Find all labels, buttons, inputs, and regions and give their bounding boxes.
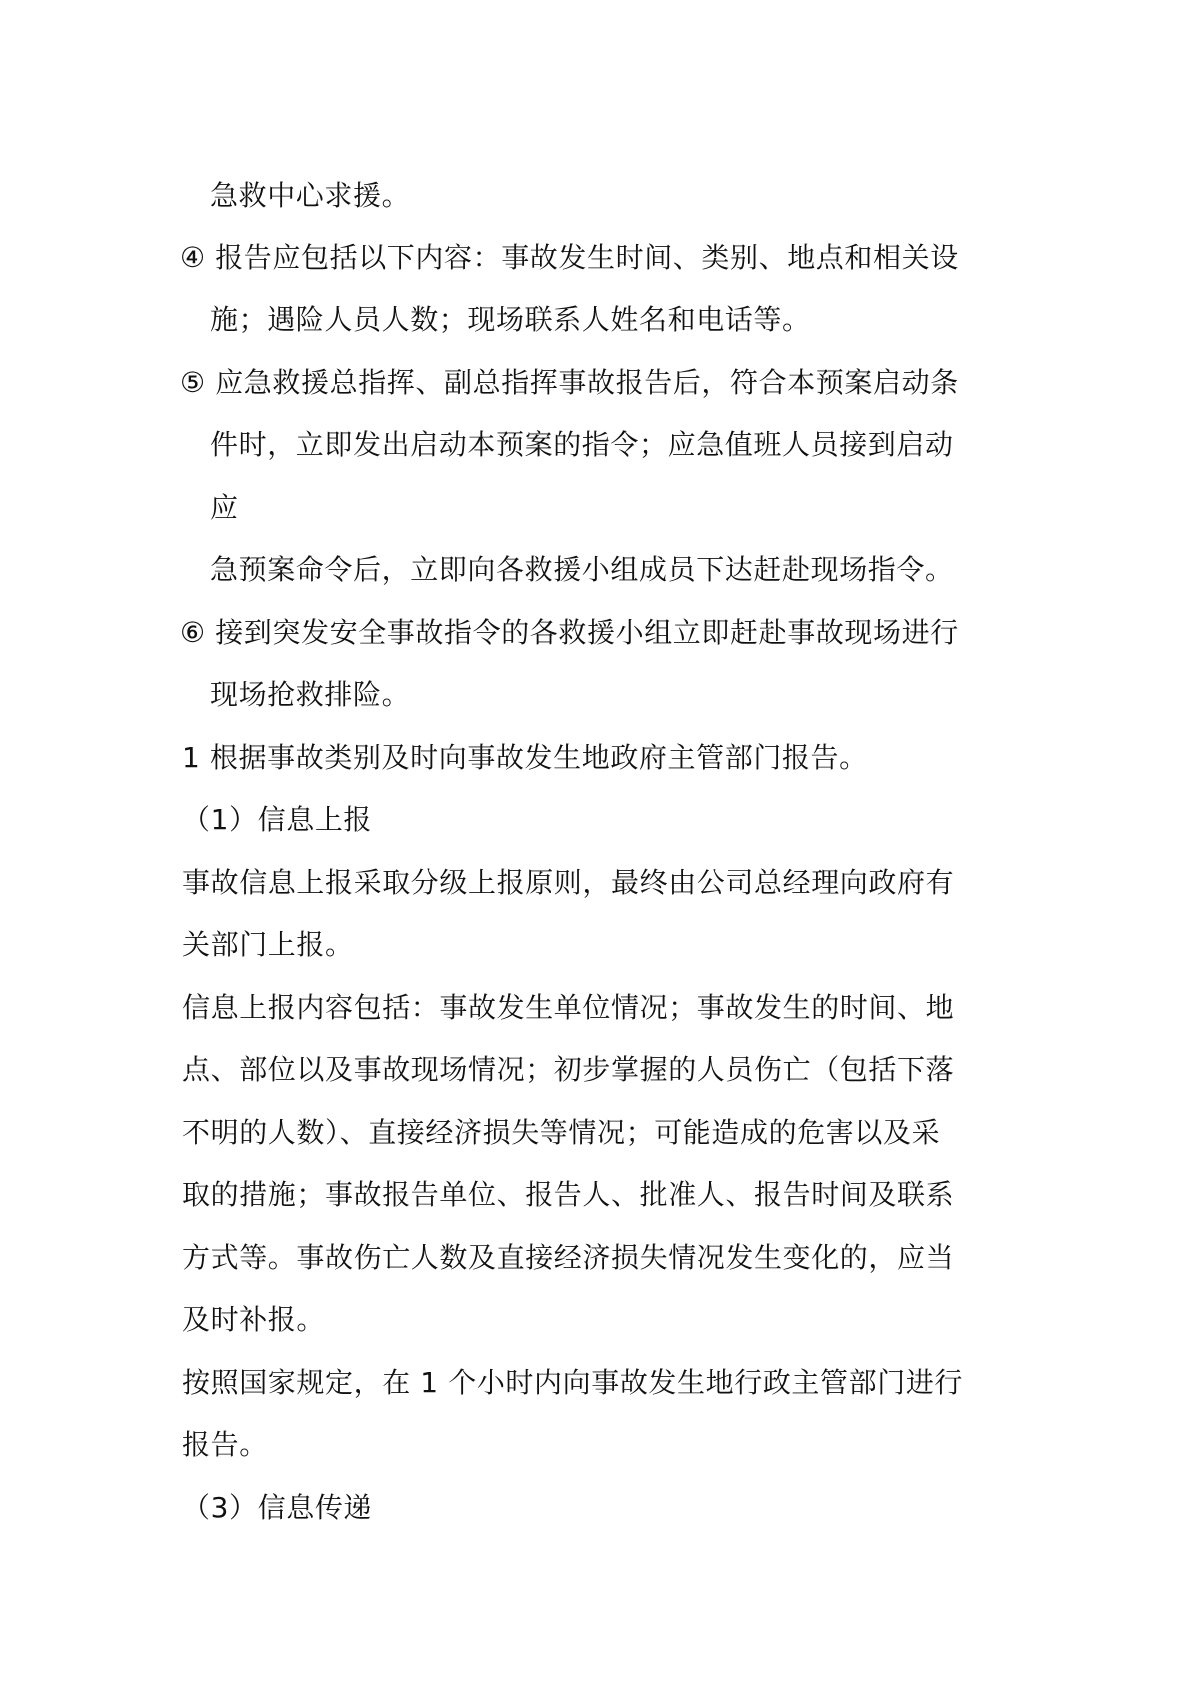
text-line: 应 bbox=[210, 491, 239, 524]
section-heading: （1）信息上报 bbox=[182, 803, 373, 836]
text-line: 急预案命令后，立即向各救援小组成员下达赶赴现场指令。 bbox=[210, 553, 954, 586]
text-line: 按照国家规定，在 1 个小时内向事故发生地行政主管部门进行 bbox=[182, 1366, 964, 1399]
text-line: 点、部位以及事故现场情况；初步掌握的人员伤亡（包括下落 bbox=[182, 1053, 955, 1086]
text-line: ⑥ 接到突发安全事故指令的各救援小组立即赶赴事故现场进行 bbox=[180, 616, 959, 649]
text-line: 急救中心求援。 bbox=[210, 179, 411, 212]
section-heading: （3）信息传递 bbox=[182, 1491, 373, 1524]
text-line: 及时补报。 bbox=[182, 1303, 326, 1336]
text-line: 施；遇险人员人数；现场联系人姓名和电话等。 bbox=[210, 303, 811, 336]
text-line: 件时，立即发出启动本预案的指令；应急值班人员接到启动 bbox=[210, 428, 954, 461]
text-line: 方式等。事故伤亡人数及直接经济损失情况发生变化的，应当 bbox=[182, 1241, 955, 1274]
text-line: 现场抢救排险。 bbox=[210, 678, 411, 711]
text-line: 信息上报内容包括：事故发生单位情况；事故发生的时间、地 bbox=[182, 991, 955, 1024]
text-line: 报告。 bbox=[182, 1428, 268, 1461]
text-line: ④ 报告应包括以下内容：事故发生时间、类别、地点和相关设 bbox=[180, 241, 959, 274]
text-line: 关部门上报。 bbox=[182, 928, 354, 961]
text-line: 1 根据事故类别及时向事故发生地政府主管部门报告。 bbox=[182, 741, 868, 774]
text-line: 不明的人数）、直接经济损失等情况；可能造成的危害以及采 bbox=[182, 1116, 941, 1149]
text-line: 事故信息上报采取分级上报原则，最终由公司总经理向政府有 bbox=[182, 866, 955, 899]
text-line: ⑤ 应急救援总指挥、副总指挥事故报告后，符合本预案启动条 bbox=[180, 366, 959, 399]
text-line: 取的措施；事故报告单位、报告人、批准人、报告时间及联系 bbox=[182, 1178, 955, 1211]
